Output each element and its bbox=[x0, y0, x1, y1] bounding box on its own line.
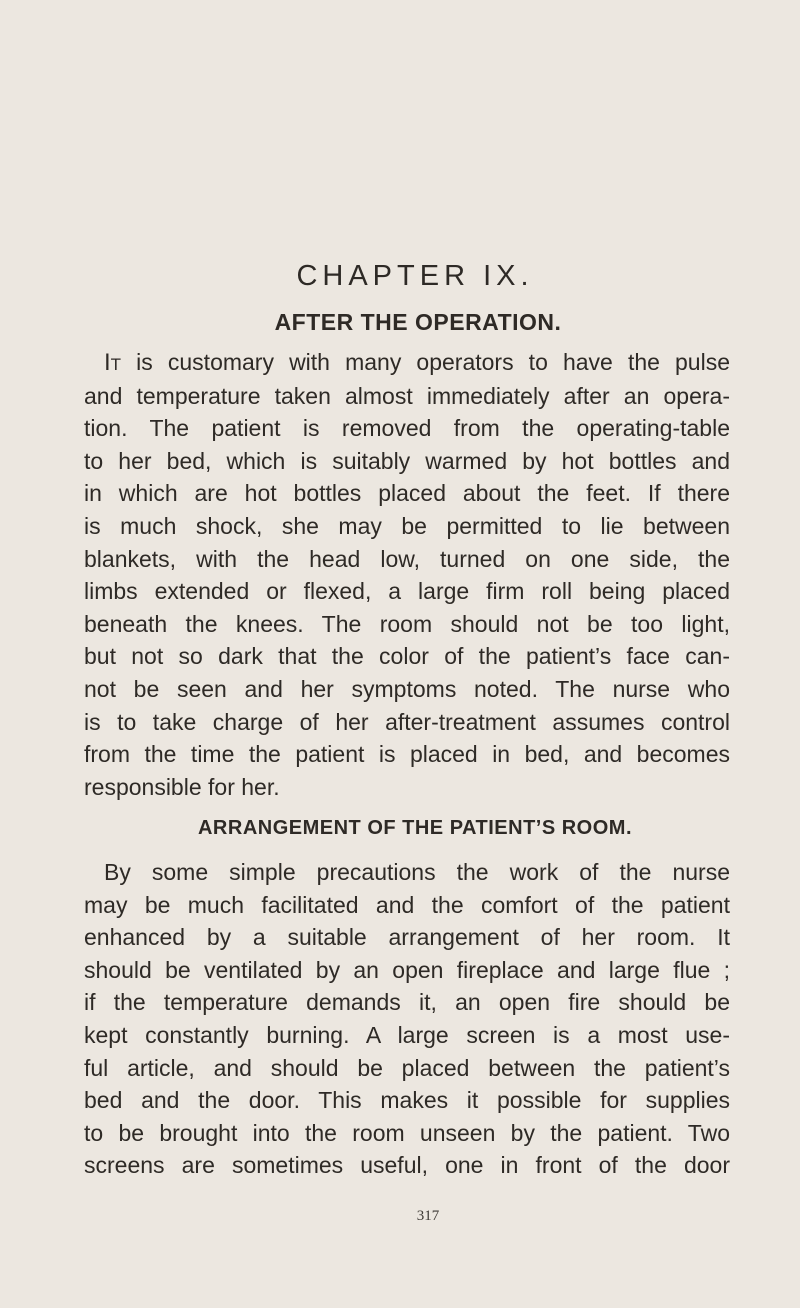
paragraph-line: ful article, and should be placed between the patient’s bbox=[84, 1054, 730, 1081]
paragraph-line: enhanced by a suitable arrangement of her room. It bbox=[84, 924, 730, 951]
paragraph-line bbox=[84, 346, 730, 380]
paragraph-line: is to take charge of her after-treatment assumes control bbox=[84, 708, 730, 735]
paragraph-line: screens are sometimes useful, one in front of the door bbox=[84, 1152, 730, 1179]
section-heading-patient-room: ARRANGEMENT OF THE PATIENT’S ROOM. bbox=[197, 817, 633, 839]
paragraph-line: By some simple precautions the work of the nurse bbox=[104, 859, 730, 885]
paragraph-line: should be ventilated by an open fireplace and large flue ; bbox=[84, 956, 730, 983]
paragraph-line: limbs extended or flexed, a large firm roll being placed bbox=[84, 578, 730, 605]
paragraph-patient-room bbox=[84, 856, 730, 1182]
section-heading-after-operation: AFTER THE OPERATION. bbox=[274, 309, 562, 335]
paragraph-line: but not so dark that the color of the patient’s face can- bbox=[84, 643, 730, 670]
paragraph-line: blankets, with the head low, turned on one side, the bbox=[84, 545, 730, 572]
paragraph-line: may be much facilitated and the comfort of the patient bbox=[84, 891, 730, 918]
paragraph-line: if the temperature demands it, an open fire should be bbox=[84, 989, 730, 1016]
paragraph-line: not be seen and her symptoms noted. The nurse who bbox=[84, 675, 730, 702]
paragraph-line: is much shock, she may be permitted to lie between bbox=[84, 512, 730, 539]
paragraph-line: to her bed, which is suitably warmed by hot bottles and bbox=[84, 447, 730, 474]
paragraph-line: responsible for her. bbox=[84, 773, 280, 800]
paragraph-line: to be brought into the room unseen by the patient. Two bbox=[84, 1119, 730, 1146]
paragraph-line: bed and the door. This makes it possible for supplies bbox=[84, 1087, 730, 1114]
paragraph-line: from the time the patient is placed in bed, and becomes bbox=[84, 741, 730, 768]
lead-word: It bbox=[104, 349, 122, 376]
paragraph-after-operation bbox=[84, 346, 730, 803]
paragraph-line: tion. The patient is removed from the operating-table bbox=[84, 415, 730, 442]
line-text: is customary with many operators to have the pulse bbox=[136, 349, 731, 375]
paragraph-line: kept constantly burning. A large screen is a most use- bbox=[84, 1021, 730, 1048]
paragraph-line: beneath the knees. The room should not be too light, bbox=[84, 610, 730, 637]
paragraph-line: and temperature taken almost immediately after an opera- bbox=[84, 382, 730, 409]
page-number: 317 bbox=[416, 1208, 440, 1224]
paragraph-line: in which are hot bottles placed about the feet. If there bbox=[84, 480, 730, 507]
chapter-title: CHAPTER IX. bbox=[296, 260, 534, 292]
